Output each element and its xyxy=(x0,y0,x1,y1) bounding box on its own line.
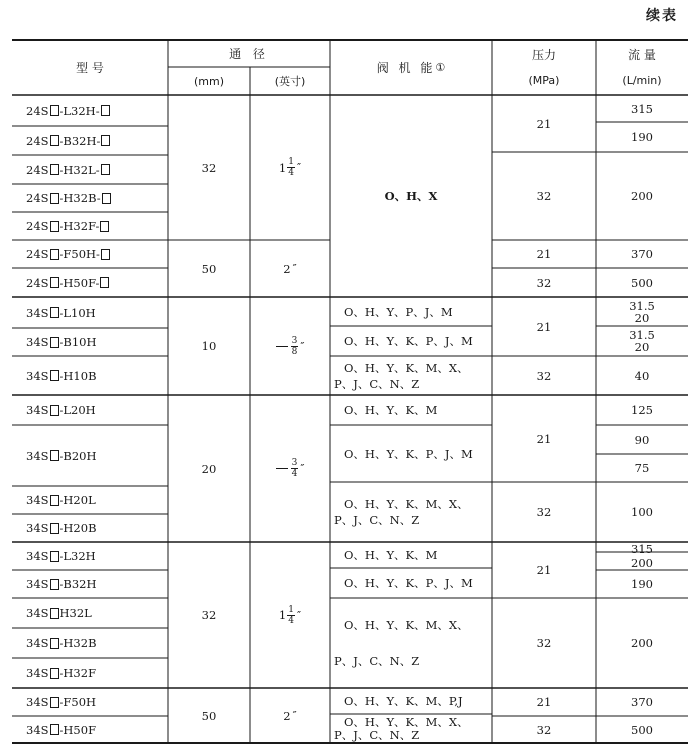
bore-inch-num: 1 xyxy=(288,604,294,615)
flow-cell: 315 xyxy=(631,101,653,116)
bore-mm: 32 xyxy=(201,608,217,622)
model-cell xyxy=(12,126,168,155)
model-suffix: -L10H xyxy=(59,305,96,320)
bore-mm: 50 xyxy=(201,708,217,723)
continued-label: 续表 xyxy=(646,8,678,24)
inch-mark: ″ xyxy=(300,462,305,475)
function-cell xyxy=(330,482,492,542)
header-pressure xyxy=(492,40,596,95)
function-line: O、H、Y、K、M、X、 xyxy=(344,618,469,632)
placeholder-box-icon xyxy=(50,337,59,348)
model-cell xyxy=(12,212,168,240)
bore-inch-den: 4 xyxy=(288,168,294,178)
pressure-cell: 21 xyxy=(536,431,552,446)
pressure-cell: 21 xyxy=(536,695,552,709)
inch-mark: ″ xyxy=(296,161,302,174)
inch-mark: ″ xyxy=(300,339,305,353)
placeholder-box-icon xyxy=(50,164,59,175)
function-cell: O、H、Y、K、M、P,J xyxy=(344,694,463,708)
model-suffix: -H32B- xyxy=(59,191,101,205)
model-suffix: -H32B xyxy=(59,636,97,650)
header-function xyxy=(330,40,492,95)
model-cell xyxy=(12,570,168,598)
bore-inch-int: 1 xyxy=(278,608,287,622)
model-cell xyxy=(12,268,168,297)
function-line: P、J、C、N、Z xyxy=(334,727,420,742)
header-pressure-unit: (MPa) xyxy=(528,73,560,87)
model-cell xyxy=(12,425,168,486)
model-suffix: -H32F- xyxy=(59,219,100,233)
pressure-cell: 32 xyxy=(536,189,552,203)
bore-inch-den: 8 xyxy=(291,346,298,357)
model-suffix: -H50F xyxy=(59,722,97,737)
header-bore: 通 径 xyxy=(229,47,269,61)
model-cell xyxy=(12,486,168,514)
pressure-cell: 21 xyxy=(536,247,552,261)
flow-cell: 75 xyxy=(634,461,650,475)
model-suffix: -F50H xyxy=(59,695,97,709)
function-line: O、H、Y、K、M、X、 xyxy=(344,360,469,375)
header-function-label: 阀 机 能 xyxy=(376,61,436,75)
model-prefix: 24S xyxy=(26,275,49,290)
function-cell: O、H、Y、K、M xyxy=(344,548,438,562)
model-cell xyxy=(12,716,168,743)
function-cell: O、H、Y、K、P、J、M xyxy=(344,334,473,348)
model-cell xyxy=(12,658,168,688)
placeholder-box-icon xyxy=(50,105,59,116)
model-prefix: 34S xyxy=(26,606,49,620)
model-suffix: -F50H- xyxy=(59,247,100,261)
placeholder-box-icon xyxy=(100,277,109,288)
bore-inch xyxy=(250,688,330,743)
placeholder-box-icon xyxy=(50,405,59,416)
model-cell xyxy=(12,628,168,658)
placeholder-box-icon xyxy=(50,579,59,590)
header-bore-inch: (英寸) xyxy=(274,75,306,88)
bore-inch-num: 1 xyxy=(288,157,294,167)
model-suffix: -H50F- xyxy=(59,275,100,290)
placeholder-box-icon xyxy=(50,551,59,562)
model-prefix: 24S xyxy=(26,191,49,205)
model-cell xyxy=(12,395,168,425)
model-suffix: -L32H xyxy=(59,549,96,563)
bore-mm: 10 xyxy=(201,339,217,353)
bore-mm: 20 xyxy=(201,461,217,476)
model-cell xyxy=(12,598,168,628)
model-cell xyxy=(12,542,168,570)
inch-mark: ″ xyxy=(296,608,302,622)
placeholder-box-icon xyxy=(50,193,59,204)
model-cell xyxy=(12,240,168,268)
placeholder-box-icon xyxy=(101,164,110,175)
model-suffix: -B32H- xyxy=(59,133,101,148)
bore-mm: 50 xyxy=(201,261,217,276)
flow-cell xyxy=(596,297,688,326)
function-line: O、H、Y、K、M、X、 xyxy=(344,497,469,511)
function-line: P、J、C、N、Z xyxy=(334,376,420,391)
model-cell xyxy=(12,514,168,542)
function-cell: O、H、Y、K、P、J、M xyxy=(344,446,473,461)
flow-cell: 370 xyxy=(631,695,653,709)
function-cell: O、H、Y、K、M xyxy=(344,403,438,417)
flow-cell: 500 xyxy=(631,275,653,290)
placeholder-box-icon xyxy=(101,135,110,146)
pressure-cell: 32 xyxy=(536,275,552,290)
placeholder-box-icon xyxy=(50,135,59,146)
model-suffix: -B32H xyxy=(59,577,97,591)
model-cell xyxy=(12,184,168,212)
flow-cell: 125 xyxy=(631,403,653,417)
pressure-cell: 32 xyxy=(536,368,552,383)
model-prefix: 34S xyxy=(26,666,49,680)
placeholder-box-icon xyxy=(50,638,59,649)
placeholder-box-icon xyxy=(50,668,59,679)
placeholder-box-icon xyxy=(50,450,59,461)
placeholder-box-icon xyxy=(50,277,59,288)
model-prefix: 24S xyxy=(26,133,49,148)
model-prefix: 34S xyxy=(26,722,49,737)
bore-inch xyxy=(250,395,330,542)
flow-cell xyxy=(596,326,688,356)
model-prefix: 24S xyxy=(26,162,49,177)
model-prefix: 34S xyxy=(26,549,49,563)
model-suffix: -H20B xyxy=(59,521,97,535)
pressure-cell: 21 xyxy=(536,116,552,131)
model-suffix: -H20L xyxy=(59,493,96,507)
flow-cell: 500 xyxy=(631,722,653,737)
bore-inch xyxy=(250,240,330,297)
bore-inch-num: 3 xyxy=(291,458,298,468)
model-prefix: 24S xyxy=(26,247,49,261)
bore-inch xyxy=(250,297,330,395)
placeholder-box-icon xyxy=(50,724,59,735)
bore-inch-int: 2 xyxy=(283,261,291,276)
header-flow-unit: (L/min) xyxy=(622,73,662,87)
flow-value: 315 xyxy=(631,542,653,556)
model-prefix: 24S xyxy=(26,219,49,233)
flow-cell: 100 xyxy=(631,505,653,519)
model-prefix: 34S xyxy=(26,305,49,320)
model-prefix: 34S xyxy=(26,695,49,709)
flow-cell xyxy=(596,542,688,570)
model-prefix: 34S xyxy=(26,521,49,535)
header-model: 型 号 xyxy=(76,61,104,75)
pressure-cell: 32 xyxy=(536,505,552,519)
header-flow-label: 流 量 xyxy=(628,47,656,62)
model-cell xyxy=(12,297,168,328)
model-suffix: -B20H xyxy=(59,448,97,463)
header-flow xyxy=(596,40,688,95)
model-cell xyxy=(12,688,168,716)
inch-mark: ″ xyxy=(292,709,297,722)
placeholder-box-icon xyxy=(50,495,59,506)
model-suffix: -L32H- xyxy=(59,103,100,118)
model-suffix: -H32L- xyxy=(59,162,100,177)
function-line: P、J、C、N、Z xyxy=(334,513,420,527)
flow-cell: 190 xyxy=(631,577,653,591)
model-prefix: 34S xyxy=(26,368,49,383)
placeholder-box-icon xyxy=(50,307,59,318)
bore-inch xyxy=(250,542,330,688)
model-suffix: -B10H xyxy=(59,335,97,349)
model-prefix: 34S xyxy=(26,335,49,349)
flow-cell: 200 xyxy=(631,636,653,650)
function-line: P、J、C、N、Z xyxy=(334,654,420,668)
model-cell xyxy=(12,155,168,184)
header-bore-mm: (mm) xyxy=(193,74,224,88)
placeholder-box-icon xyxy=(50,608,59,619)
flow-cell: 190 xyxy=(631,130,653,144)
bore-inch-den: 4 xyxy=(288,615,294,626)
header-function-note: ① xyxy=(435,61,446,74)
function-cell: O、H、X xyxy=(384,189,438,203)
placeholder-box-icon xyxy=(102,193,111,204)
bore-inch-den: 4 xyxy=(291,469,298,479)
function-cell xyxy=(330,356,492,395)
model-prefix: 24S xyxy=(26,103,49,118)
bore-inch-int: 2 xyxy=(283,708,291,723)
pressure-cell: 32 xyxy=(536,636,552,650)
header-pressure-label: 压力 xyxy=(531,47,556,62)
flow-value: 200 xyxy=(631,556,653,570)
placeholder-box-icon xyxy=(50,697,59,708)
pressure-cell: 21 xyxy=(536,563,552,577)
bore-mm: 32 xyxy=(201,160,217,175)
model-suffix: H32L xyxy=(59,606,92,620)
flow-cell: 40 xyxy=(634,368,650,383)
model-suffix: -L20H xyxy=(59,403,96,417)
bore-inch-num: 3 xyxy=(291,335,298,346)
function-cell xyxy=(330,598,492,688)
flow-value: 20 xyxy=(634,310,650,325)
flow-cell: 370 xyxy=(631,247,653,261)
function-line: O、H、Y、K、M、X、 xyxy=(344,714,469,729)
model-cell xyxy=(12,95,168,126)
function-cell xyxy=(330,714,492,743)
model-cell xyxy=(12,356,168,395)
flow-value: 31.5 xyxy=(629,298,655,313)
placeholder-box-icon xyxy=(50,249,59,260)
inch-mark: ″ xyxy=(292,262,297,275)
placeholder-box-icon xyxy=(100,221,109,232)
pressure-cell: 32 xyxy=(536,722,552,737)
model-prefix: 34S xyxy=(26,636,49,650)
placeholder-box-icon xyxy=(101,105,110,116)
model-prefix: 34S xyxy=(26,448,49,463)
model-prefix: 34S xyxy=(26,493,49,507)
flow-value: 31.5 xyxy=(629,328,655,342)
flow-value: 20 xyxy=(634,340,650,354)
model-suffix: -H32F xyxy=(59,666,97,680)
bore-inch xyxy=(250,95,330,240)
flow-cell: 90 xyxy=(634,432,650,447)
model-cell xyxy=(12,328,168,356)
model-prefix: 34S xyxy=(26,403,49,417)
placeholder-box-icon xyxy=(101,249,110,260)
placeholder-box-icon xyxy=(50,523,59,534)
flow-cell: 200 xyxy=(631,189,653,203)
bore-inch-int: 1 xyxy=(278,160,287,175)
pressure-cell: 21 xyxy=(536,319,552,334)
function-cell: O、H、Y、P、J、M xyxy=(344,304,453,319)
model-suffix: -H10B xyxy=(59,368,97,383)
placeholder-box-icon xyxy=(50,221,59,232)
placeholder-box-icon xyxy=(50,370,59,381)
function-cell: O、H、Y、K、P、J、M xyxy=(344,576,473,590)
model-prefix: 34S xyxy=(26,577,49,591)
